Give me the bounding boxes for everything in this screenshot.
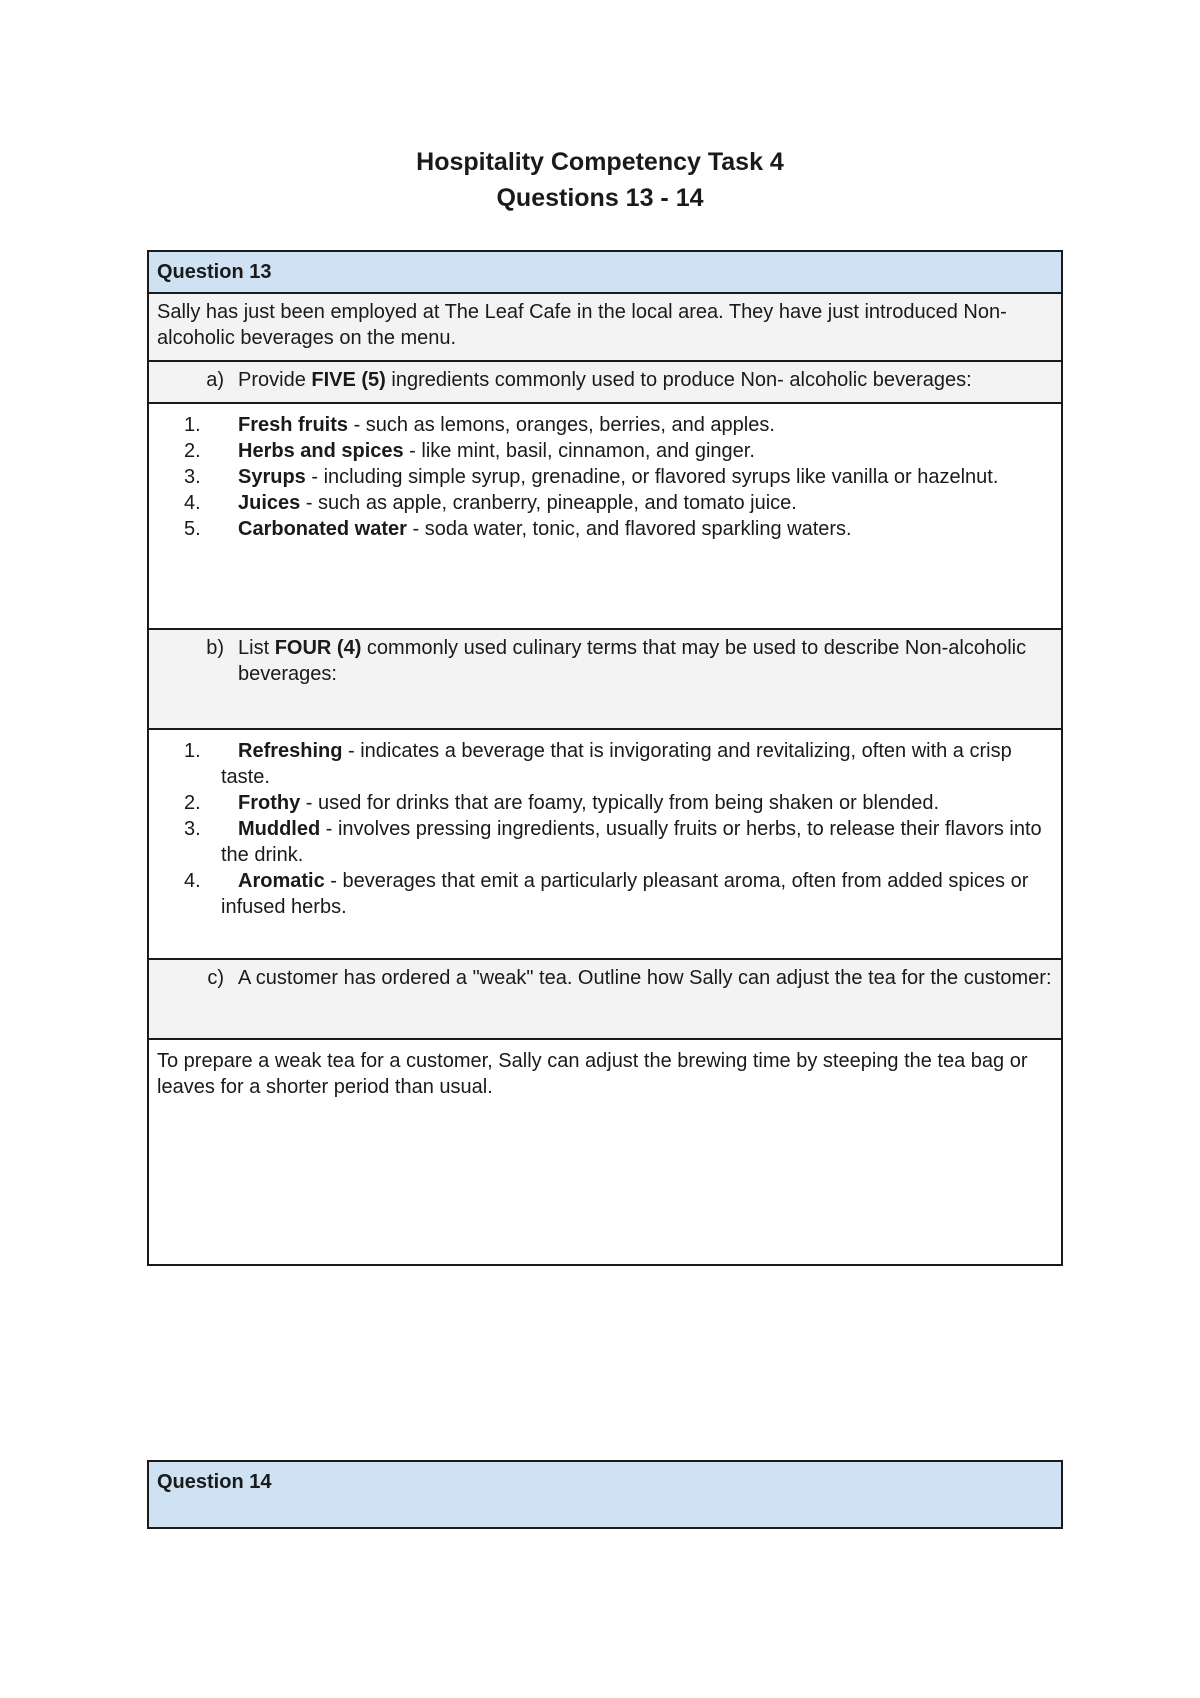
part-a-prompt-start: Provide: [238, 369, 312, 391]
title-line-2: Questions 13 - 14: [496, 184, 704, 212]
part-c-answer: [149, 1040, 1061, 1266]
answer-item: [157, 490, 1053, 516]
question-14-header: Question 14: [149, 1462, 1061, 1529]
question-14-table: [147, 1460, 1063, 1529]
part-b-prompt: [149, 630, 1061, 730]
answer-term: Herbs and spices: [238, 440, 404, 462]
answer-number: 2.: [184, 440, 201, 462]
part-a-prompt-count: FIVE (5): [311, 369, 386, 391]
answer-term: Aromatic: [238, 870, 325, 892]
part-b-prompt-count: FOUR (4): [274, 637, 362, 659]
part-c-prompt: [149, 960, 1061, 1040]
part-a-prompt-end: ingredients commonly used to produce Non- alcoholic beverages:: [385, 369, 972, 391]
answer-item: [157, 464, 1053, 490]
answer-description: - such as lemons, oranges, berries, and apples.: [348, 414, 775, 436]
part-b-prompt-end: commonly used culinary terms that may be used to describe Non-alcoholic beverages:: [238, 637, 1027, 685]
question-13-header: Question 13: [149, 252, 1061, 294]
answer-item: [157, 738, 1053, 790]
answer-description: - used for drinks that are foamy, typically from being shaken or blended.: [300, 792, 940, 814]
document-title: [0, 144, 1200, 216]
answer-description: - such as apple, cranberry, pineapple, and tomato juice.: [300, 492, 797, 514]
answer-number: 3.: [184, 818, 201, 840]
part-c-prompt-text: A customer has ordered a "weak" tea. Outline how Sally can adjust the tea for the customer:: [238, 967, 1052, 989]
question-13-intro: Sally has just been employed at The Leaf Cafe in the local area. They have just introduced Non-alcoholic beverages on the menu.: [149, 294, 1061, 362]
part-a-letter: a): [206, 369, 224, 391]
answer-term: Muddled: [238, 818, 321, 840]
answer-item: [157, 790, 1053, 816]
answer-term: Juices: [238, 492, 301, 514]
part-b-answer: [149, 730, 1061, 960]
question-13-table: [147, 250, 1063, 1266]
answer-term: Fresh fruits: [238, 414, 349, 436]
answer-term: Refreshing: [238, 740, 343, 762]
answer-number: 5.: [184, 518, 201, 540]
answer-number: 4.: [184, 870, 201, 892]
title-line-1: Hospitality Competency Task 4: [416, 148, 784, 176]
part-a-answer-list: [157, 412, 1053, 542]
part-c-letter: c): [207, 967, 224, 989]
part-c-answer-text: To prepare a weak tea for a customer, Sally can adjust the brewing time by steeping the tea bag or leaves for a shorter period than usual.: [157, 1050, 1028, 1098]
answer-description: - soda water, tonic, and flavored sparkling waters.: [406, 518, 852, 540]
answer-term: Syrups: [238, 466, 306, 488]
answer-item: [157, 516, 1053, 542]
answer-number: 1.: [184, 414, 201, 436]
answer-description: - including simple syrup, grenadine, or flavored syrups like vanilla or hazelnut.: [305, 466, 999, 488]
answer-description: - indicates a beverage that is invigorating and revitalizing, often with a crisp taste.: [221, 740, 1012, 788]
answer-description: - involves pressing ingredients, usually fruits or herbs, to release their flavors into the drink.: [221, 818, 1042, 866]
answer-description: - beverages that emit a particularly pleasant aroma, often from added spices or infused herbs.: [221, 870, 1029, 918]
answer-number: 2.: [184, 792, 201, 814]
answer-item: [157, 868, 1053, 920]
answer-item: [157, 438, 1053, 464]
answer-number: 3.: [184, 466, 201, 488]
part-b-prompt-start: List: [238, 637, 275, 659]
part-b-letter: b): [206, 637, 224, 659]
answer-number: 1.: [184, 740, 201, 762]
answer-term: Frothy: [238, 792, 301, 814]
part-a-prompt: [149, 362, 1061, 404]
answer-number: 4.: [184, 492, 201, 514]
answer-item: [157, 816, 1053, 868]
answer-description: - like mint, basil, cinnamon, and ginger.: [403, 440, 755, 462]
answer-term: Carbonated water: [238, 518, 407, 540]
part-a-answer: [149, 404, 1061, 630]
answer-item: [157, 412, 1053, 438]
part-b-answer-list: [157, 738, 1053, 920]
